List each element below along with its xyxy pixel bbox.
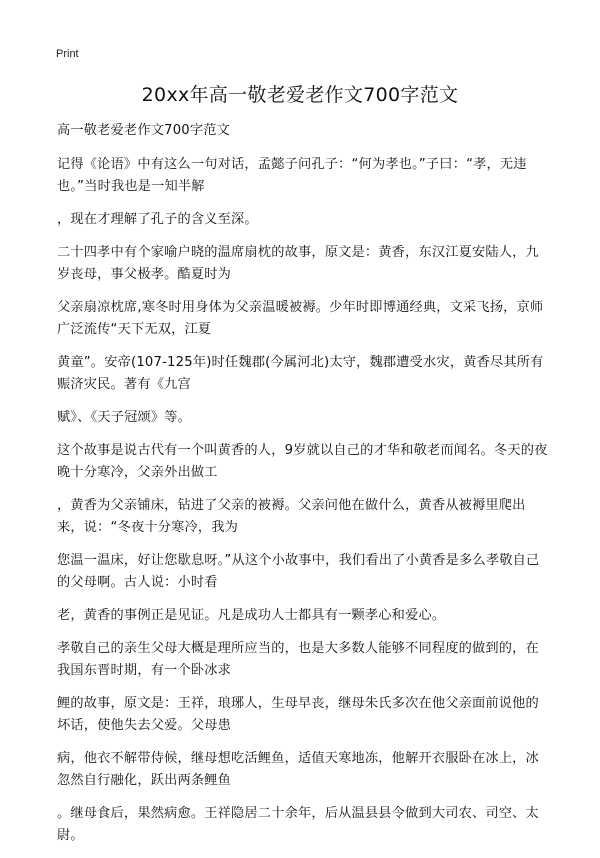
paragraph: 老，黄香的事例正是见证。凡是成功人士都具有一颗孝心和爱心。	[57, 608, 446, 623]
article-body	[57, 120, 552, 858]
paragraph: 黄童”。安帝(107-125年)时任魏郡(今属河北)太守，魏郡遭受水灾，黄香尽其所有赈济灾民。著有《九宫	[57, 355, 544, 392]
paragraph: 您温一温床，好让您歇息呀。”从这个小故事中，我们看出了小黄香是多么孝敬自己的父母啊。古人说：小时看	[57, 553, 540, 590]
paragraph: 赋》、《天子冠颂》等。	[57, 410, 192, 425]
paragraph: 二十四孝中有个家喻户晓的温席扇枕的故事，原文是：黄香，东汉江夏安陆人，九岁丧母，事父极孝。酷夏时为	[57, 245, 539, 282]
paragraph: 孝敬自己的亲生父母大概是理所应当的，也是大多数人能够不同程度的做到的，在我国东晋时期，有一个卧冰求	[57, 641, 539, 678]
paragraph: ，现在才理解了孔子的含义至深。	[57, 212, 258, 227]
page-title: 20xx年高一敬老爱老作文700字范文	[141, 84, 459, 106]
paragraph: 病，他衣不解带侍候，继母想吃活鲤鱼，适值天寒地冻，他解开衣服卧在冰上，冰忽然自行融化，跃出两条鲤鱼	[57, 751, 539, 788]
paragraph: 这个故事是说古代有一个叫黄香的人，9岁就以自己的才华和敬老而闻名。冬天的夜晚十分寒冷，父亲外出做工	[57, 443, 548, 480]
paragraph: ，黄香为父亲铺床，钻进了父亲的被褥。父亲问他在做什么，黄香从被褥里爬出来，说：“冬夜十分寒冷，我为	[57, 498, 526, 535]
paragraph: 。继母食后，果然病愈。王祥隐居二十余年，后从温县县令做到大司农、司空、太尉。	[57, 806, 539, 843]
article-subtitle: 高一敬老爱老作文700字范文	[57, 123, 231, 138]
paragraph: 父亲扇凉枕席,寒冬时用身体为父亲温暖被褥。少年时即博通经典，文采飞扬，京师广泛流传“天下无双，江夏	[57, 300, 544, 337]
paragraph: 记得《论语》中有这么一句对话，孟懿子问孔子：“何为孝也。”子曰：“孝，无违也。”当时我也是一知半解	[57, 157, 527, 194]
print-link[interactable]: Print	[56, 48, 79, 60]
paragraph: 鲤的故事，原文是：王祥，琅琊人，生母早丧，继母朱氏多次在他父亲面前说他的坏话，使他失去父爱。父母患	[57, 696, 539, 733]
